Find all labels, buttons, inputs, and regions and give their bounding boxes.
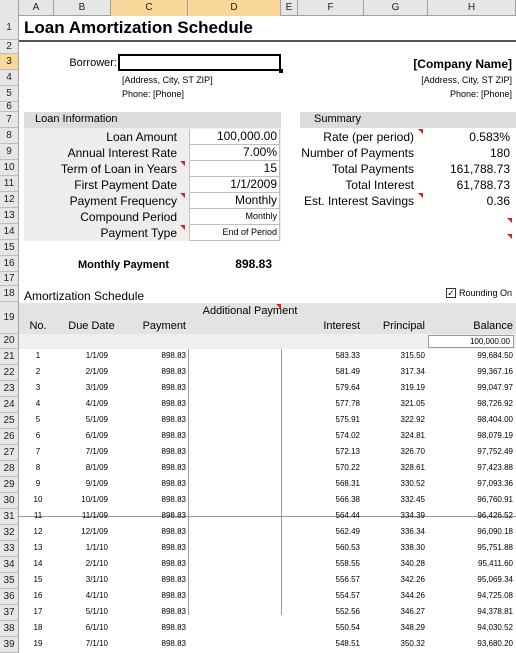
schedule-payment: 898.83 — [161, 623, 186, 632]
schedule-additional-payment-input[interactable] — [189, 349, 281, 365]
loan-info-label: Annual Interest Rate — [67, 146, 177, 160]
schedule-no: 19 — [33, 639, 43, 648]
schedule-due-date: 7/1/10 — [85, 639, 108, 648]
row-header-31[interactable]: 31 — [0, 509, 19, 525]
borrower-phone[interactable]: Phone: [Phone] — [122, 89, 185, 99]
row-header-20[interactable]: 20 — [0, 334, 19, 349]
schedule-balance: 95,751.88 — [477, 543, 513, 552]
column-header-c[interactable]: C — [111, 0, 188, 16]
schedule-no: 14 — [33, 559, 43, 568]
schedule-payment: 898.83 — [161, 447, 186, 456]
schedule-no: 2 — [35, 367, 41, 376]
loan-info-value-input[interactable]: Monthly — [189, 209, 280, 225]
schedule-principal: 319.19 — [400, 383, 425, 392]
schedule-no: 17 — [33, 607, 43, 616]
schedule-additional-payment-input[interactable] — [189, 605, 281, 621]
schedule-no: 4 — [35, 399, 41, 408]
row-header-19[interactable]: 19 — [0, 302, 19, 334]
loan-info-label: Term of Loan in Years — [60, 162, 177, 176]
row-header-37[interactable]: 37 — [0, 605, 19, 621]
schedule-no: 15 — [33, 575, 43, 584]
row-header-30[interactable]: 30 — [0, 493, 19, 509]
row-header-21[interactable]: 21 — [0, 349, 19, 365]
schedule-principal: 346.27 — [400, 607, 425, 616]
schedule-due-date: 3/1/10 — [85, 575, 108, 584]
summary-label: Rate (per period) — [323, 130, 414, 144]
col-due-date-header: Due Date — [68, 320, 115, 332]
schedule-no: 9 — [35, 479, 41, 488]
row-header-11[interactable]: 11 — [0, 176, 19, 192]
schedule-interest: 568.31 — [335, 479, 360, 488]
schedule-additional-payment-input[interactable] — [189, 621, 281, 637]
column-header-g[interactable]: G — [364, 0, 428, 16]
schedule-interest: 556.57 — [335, 575, 360, 584]
select-all-corner[interactable] — [0, 0, 19, 16]
schedule-balance: 98,726.92 — [477, 399, 513, 408]
loan-info-label: Payment Type — [100, 226, 177, 240]
loan-info-value-input[interactable]: 7.00% — [189, 145, 280, 161]
row-header-38[interactable]: 38 — [0, 621, 19, 637]
schedule-balance: 98,404.00 — [477, 415, 513, 424]
schedule-interest: 550.54 — [335, 623, 360, 632]
title-underline — [19, 40, 516, 42]
summary-value: 61,788.73 — [456, 178, 510, 192]
schedule-interest: 566.38 — [335, 495, 360, 504]
monthly-payment-value: 898.83 — [235, 257, 272, 271]
schedule-interest: 577.78 — [335, 399, 360, 408]
schedule-due-date: 2/1/10 — [85, 559, 108, 568]
fill-handle[interactable] — [279, 69, 283, 73]
schedule-interest: 562.49 — [335, 527, 360, 536]
company-address[interactable]: [Address, City, ST ZIP] — [421, 75, 512, 85]
row-header-9[interactable]: 9 — [0, 144, 19, 160]
schedule-payment: 898.83 — [161, 591, 186, 600]
schedule-additional-payment-input[interactable] — [189, 493, 281, 509]
schedule-interest: 570.22 — [335, 463, 360, 472]
schedule-interest: 574.02 — [335, 431, 360, 440]
schedule-no: 13 — [33, 543, 43, 552]
schedule-principal: 338.30 — [400, 543, 425, 552]
col-payment-header: Payment — [142, 320, 186, 332]
schedule-no: 7 — [35, 447, 41, 456]
loan-info-label: Payment Frequency — [69, 194, 177, 208]
schedule-payment: 898.83 — [161, 479, 186, 488]
schedule-principal: 336.34 — [400, 527, 425, 536]
schedule-due-date: 10/1/09 — [81, 495, 108, 504]
schedule-principal: 332.45 — [400, 495, 425, 504]
schedule-principal: 326.70 — [400, 447, 425, 456]
schedule-additional-payment-input[interactable] — [189, 541, 281, 557]
schedule-no: 11 — [33, 511, 43, 520]
comment-indicator[interactable] — [180, 161, 185, 166]
col-no-header: No. — [29, 320, 47, 332]
summary-value: 0.583% — [469, 130, 510, 144]
row-header-28[interactable]: 28 — [0, 461, 19, 477]
row-header-6[interactable]: 6 — [0, 102, 19, 112]
comment-indicator[interactable] — [180, 193, 185, 198]
schedule-no: 1 — [35, 351, 41, 360]
schedule-title: Amortization Schedule — [24, 289, 145, 303]
comment-indicator[interactable] — [418, 129, 423, 134]
schedule-principal: 348.29 — [400, 623, 425, 632]
schedule-additional-payment-input[interactable] — [189, 381, 281, 397]
loan-info-label: Compound Period — [80, 210, 177, 224]
column-header-e[interactable]: E — [281, 0, 298, 16]
row-header-23[interactable]: 23 — [0, 381, 19, 397]
schedule-due-date: 6/1/10 — [85, 623, 108, 632]
schedule-payment: 898.83 — [161, 527, 186, 536]
schedule-payment: 898.83 — [161, 463, 186, 472]
row-header-2[interactable]: 2 — [0, 40, 19, 54]
schedule-no: 5 — [35, 415, 41, 424]
schedule-payment: 898.83 — [161, 431, 186, 440]
schedule-balance: 97,423.88 — [477, 463, 513, 472]
loan-info-value-input[interactable]: 100,000.00 — [189, 129, 280, 145]
schedule-additional-payment-input[interactable] — [189, 397, 281, 413]
row-header-27[interactable]: 27 — [0, 445, 19, 461]
column-header-bar — [0, 0, 516, 16]
schedule-payment: 898.83 — [161, 575, 186, 584]
schedule-payment: 898.83 — [161, 495, 186, 504]
schedule-balance: 93,680.20 — [477, 639, 513, 648]
schedule-no: 6 — [35, 431, 41, 440]
schedule-interest: 575.91 — [335, 415, 360, 424]
summary-header: Summary — [314, 113, 362, 125]
schedule-principal: 322.92 — [400, 415, 425, 424]
row-header-24[interactable]: 24 — [0, 397, 19, 413]
schedule-due-date: 5/1/09 — [85, 415, 108, 424]
row-header-13[interactable]: 13 — [0, 208, 19, 224]
schedule-interest: 558.55 — [335, 559, 360, 568]
schedule-payment: 898.83 — [161, 367, 186, 376]
start-balance: 100,000.00 — [428, 335, 514, 348]
borrower-address[interactable]: [Address, City, ST ZIP] — [122, 75, 213, 85]
schedule-principal: 321.05 — [400, 399, 425, 408]
row-header-14[interactable]: 14 — [0, 224, 19, 240]
schedule-due-date: 3/1/09 — [85, 383, 108, 392]
schedule-balance: 99,684.50 — [477, 351, 513, 360]
company-phone[interactable]: Phone: [Phone] — [449, 89, 512, 99]
schedule-principal: 330.52 — [400, 479, 425, 488]
schedule-interest: 560.53 — [335, 543, 360, 552]
schedule-due-date: 7/1/09 — [85, 447, 108, 456]
schedule-due-date: 1/1/09 — [85, 351, 108, 360]
row-header-34[interactable]: 34 — [0, 557, 19, 573]
schedule-balance: 96,090.18 — [477, 527, 513, 536]
schedule-due-date: 11/1/09 — [81, 511, 108, 520]
schedule-no: 18 — [33, 623, 43, 632]
schedule-due-date: 5/1/10 — [85, 607, 108, 616]
schedule-principal: 342.26 — [400, 575, 425, 584]
summary-label: Number of Payments — [301, 146, 414, 160]
col-additional-payment-header: Additional Payment — [202, 305, 298, 317]
schedule-payment: 898.83 — [161, 607, 186, 616]
schedule-balance: 98,079.19 — [477, 431, 513, 440]
schedule-balance: 96,426.52 — [477, 511, 513, 520]
schedule-balance: 97,752.49 — [477, 447, 513, 456]
schedule-additional-payment-input[interactable] — [189, 461, 281, 477]
schedule-principal: 324.81 — [400, 431, 425, 440]
schedule-balance: 96,760.91 — [477, 495, 513, 504]
additional-column-right-border — [281, 349, 282, 615]
schedule-additional-payment-input[interactable] — [189, 573, 281, 589]
schedule-payment: 898.83 — [161, 351, 186, 360]
schedule-balance: 99,047.97 — [477, 383, 513, 392]
schedule-interest: 548.51 — [335, 639, 360, 648]
comment-indicator[interactable] — [507, 218, 512, 223]
schedule-additional-payment-input[interactable] — [189, 477, 281, 493]
schedule-additional-payment-input[interactable] — [189, 445, 281, 461]
schedule-interest: 564.44 — [335, 511, 360, 520]
comment-indicator[interactable] — [418, 193, 423, 198]
schedule-payment: 898.83 — [161, 383, 186, 392]
row-header-18[interactable]: 18 — [0, 286, 19, 302]
schedule-interest: 554.57 — [335, 591, 360, 600]
schedule-interest: 579.64 — [335, 383, 360, 392]
schedule-payment: 898.83 — [161, 511, 186, 520]
rounding-checkbox[interactable]: ✓ — [447, 288, 455, 298]
schedule-payment: 898.83 — [161, 559, 186, 568]
loan-info-header: Loan Information — [35, 113, 118, 125]
schedule-due-date: 12/1/09 — [81, 527, 108, 536]
row-header-32[interactable]: 32 — [0, 525, 19, 541]
row-header-10[interactable]: 10 — [0, 160, 19, 176]
schedule-interest: 552.56 — [335, 607, 360, 616]
column-header-b[interactable]: B — [54, 0, 111, 16]
summary-label: Total Interest — [345, 178, 414, 192]
schedule-balance: 94,030.52 — [477, 623, 513, 632]
summary-value: 0.36 — [486, 194, 510, 208]
loan-info-value-input[interactable]: End of Period — [189, 225, 280, 241]
sheet-title: Loan Amortization Schedule — [24, 18, 253, 37]
row-header-12[interactable]: 12 — [0, 192, 19, 208]
schedule-additional-payment-input[interactable] — [189, 413, 281, 429]
col-interest-header: Interest — [323, 320, 360, 332]
schedule-due-date: 4/1/10 — [85, 591, 108, 600]
row-header-29[interactable]: 29 — [0, 477, 19, 493]
column-header-d[interactable]: D — [188, 0, 281, 16]
col-principal-header: Principal — [382, 320, 425, 332]
schedule-payment: 898.83 — [161, 399, 186, 408]
row-header-33[interactable]: 33 — [0, 541, 19, 557]
row-header-1[interactable]: 1 — [0, 16, 19, 40]
schedule-principal: 334.39 — [400, 511, 425, 520]
schedule-principal: 340.28 — [400, 559, 425, 568]
schedule-interest: 581.49 — [335, 367, 360, 376]
loan-info-value-input[interactable]: 1/1/2009 — [189, 177, 280, 193]
schedule-due-date: 9/1/09 — [85, 479, 108, 488]
schedule-principal: 328.61 — [400, 463, 425, 472]
schedule-balance: 95,069.34 — [477, 575, 513, 584]
schedule-balance: 97,093.36 — [477, 479, 513, 488]
row-header-36[interactable]: 36 — [0, 589, 19, 605]
schedule-interest: 583.33 — [335, 351, 360, 360]
schedule-principal: 315.50 — [400, 351, 425, 360]
row-header-7[interactable]: 7 — [0, 112, 19, 128]
schedule-balance: 99,367.16 — [477, 367, 513, 376]
schedule-additional-payment-input[interactable] — [189, 637, 281, 653]
column-header-a[interactable]: A — [19, 0, 54, 16]
row-header-26[interactable]: 26 — [0, 429, 19, 445]
schedule-due-date: 8/1/09 — [85, 463, 108, 472]
schedule-principal: 350.32 — [400, 639, 425, 648]
column-header-h[interactable]: H — [428, 0, 516, 16]
schedule-no: 10 — [33, 495, 43, 504]
schedule-no: 16 — [33, 591, 43, 600]
col-balance-header: Balance — [473, 320, 513, 332]
schedule-principal: 344.26 — [400, 591, 425, 600]
comment-indicator[interactable] — [276, 304, 281, 309]
schedule-due-date: 6/1/09 — [85, 431, 108, 440]
summary-label: Est. Interest Savings — [303, 194, 414, 208]
schedule-additional-payment-input[interactable] — [189, 429, 281, 445]
schedule-due-date: 1/1/10 — [85, 543, 108, 552]
schedule-interest: 572.13 — [335, 447, 360, 456]
schedule-additional-payment-input[interactable] — [189, 365, 281, 381]
schedule-payment: 898.83 — [161, 639, 186, 648]
schedule-due-date: 2/1/09 — [85, 367, 108, 376]
schedule-payment: 898.83 — [161, 543, 186, 552]
schedule-no: 8 — [35, 463, 41, 472]
rounding-label: Rounding On — [459, 288, 513, 298]
loan-info-value-input[interactable]: Monthly — [189, 193, 280, 209]
row-header-4[interactable]: 4 — [0, 70, 19, 86]
column-header-f[interactable]: F — [298, 0, 364, 16]
summary-value: 161,788.73 — [449, 162, 510, 176]
row-header-16[interactable]: 16 — [0, 256, 19, 272]
schedule-additional-payment-input[interactable] — [189, 509, 281, 525]
schedule-due-date: 4/1/09 — [85, 399, 108, 408]
row-header-17[interactable]: 17 — [0, 272, 19, 286]
schedule-additional-payment-input[interactable] — [189, 557, 281, 573]
schedule-principal: 317.34 — [400, 367, 425, 376]
borrower-label: Borrower: — [69, 57, 117, 69]
summary-label: Total Payments — [331, 162, 414, 176]
schedule-no: 12 — [33, 527, 43, 536]
row-header-35[interactable]: 35 — [0, 573, 19, 589]
summary-value: 180 — [489, 146, 510, 160]
row-header-22[interactable]: 22 — [0, 365, 19, 381]
schedule-additional-payment-input[interactable] — [189, 525, 281, 541]
row-header-3[interactable]: 3 — [0, 54, 19, 70]
schedule-balance: 94,725.08 — [477, 591, 513, 600]
loan-info-label: First Payment Date — [74, 178, 177, 192]
row-header-25[interactable]: 25 — [0, 413, 19, 429]
schedule-balance: 94,378.81 — [477, 607, 513, 616]
row-header-8[interactable]: 8 — [0, 128, 19, 144]
monthly-payment-label: Monthly Payment — [78, 259, 170, 271]
loan-info-value-input[interactable]: 15 — [189, 161, 280, 177]
schedule-balance: 95,411.60 — [478, 559, 513, 568]
comment-indicator[interactable] — [180, 225, 185, 230]
schedule-additional-payment-input[interactable] — [189, 589, 281, 605]
row-header-5[interactable]: 5 — [0, 86, 19, 102]
company-name[interactable]: [Company Name] — [413, 57, 512, 71]
borrower-input-active-cell[interactable] — [118, 54, 281, 71]
row-header-15[interactable]: 15 — [0, 240, 19, 256]
loan-info-label: Loan Amount — [106, 130, 177, 144]
schedule-no: 3 — [35, 383, 41, 392]
schedule-payment: 898.83 — [161, 415, 186, 424]
comment-indicator[interactable] — [507, 234, 512, 239]
row-header-39[interactable]: 39 — [0, 637, 19, 653]
